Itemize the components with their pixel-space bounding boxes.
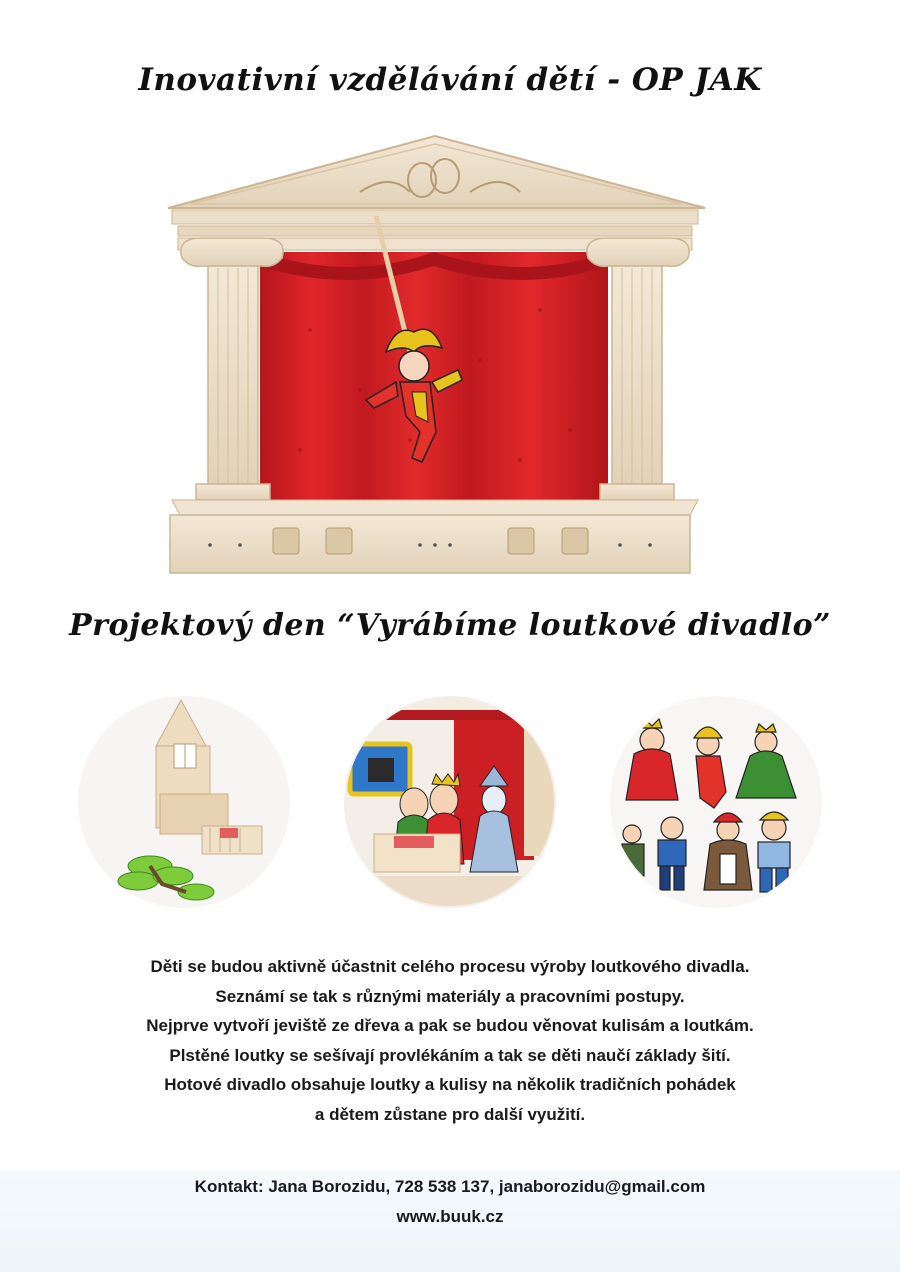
- description-line: a dětem zůstane pro další využití.: [314, 1104, 586, 1124]
- description-line: Plstěné loutky se sešívají provlékáním a tak se děti naučí základy šití.: [169, 1045, 731, 1065]
- stage-scene-image: [344, 696, 556, 908]
- website-link[interactable]: www.buuk.cz: [396, 1207, 504, 1226]
- contact-block: [0, 1172, 900, 1232]
- description-line: Hotové divadlo obsahuje loutky a kulisy na několik tradičních pohádek: [164, 1075, 736, 1094]
- scenery-house-image: [78, 696, 290, 908]
- puppet-characters-image: [610, 696, 822, 908]
- description-line: Děti se budou aktivně účastnit celého procesu výroby loutkového divadla.: [150, 957, 750, 976]
- project-title: Projektový den “Vyrábíme loutkové divadlo”: [69, 608, 831, 643]
- description-line: Seznámí se tak s různými materiály a pracovními postupy.: [215, 986, 685, 1006]
- description-line: Nejprve vytvoří jeviště ze dřeva a pak se budou věnovat kulisám a loutkám.: [146, 1016, 754, 1035]
- project-description: [60, 952, 840, 1129]
- page-title: Inovativní vzdělávání dětí - OP JAK: [138, 62, 762, 98]
- contact-line: Kontakt: Jana Borozidu, 728 538 137, janaborozidu@gmail.com: [194, 1177, 706, 1196]
- puppet-theatre-image: [160, 130, 710, 580]
